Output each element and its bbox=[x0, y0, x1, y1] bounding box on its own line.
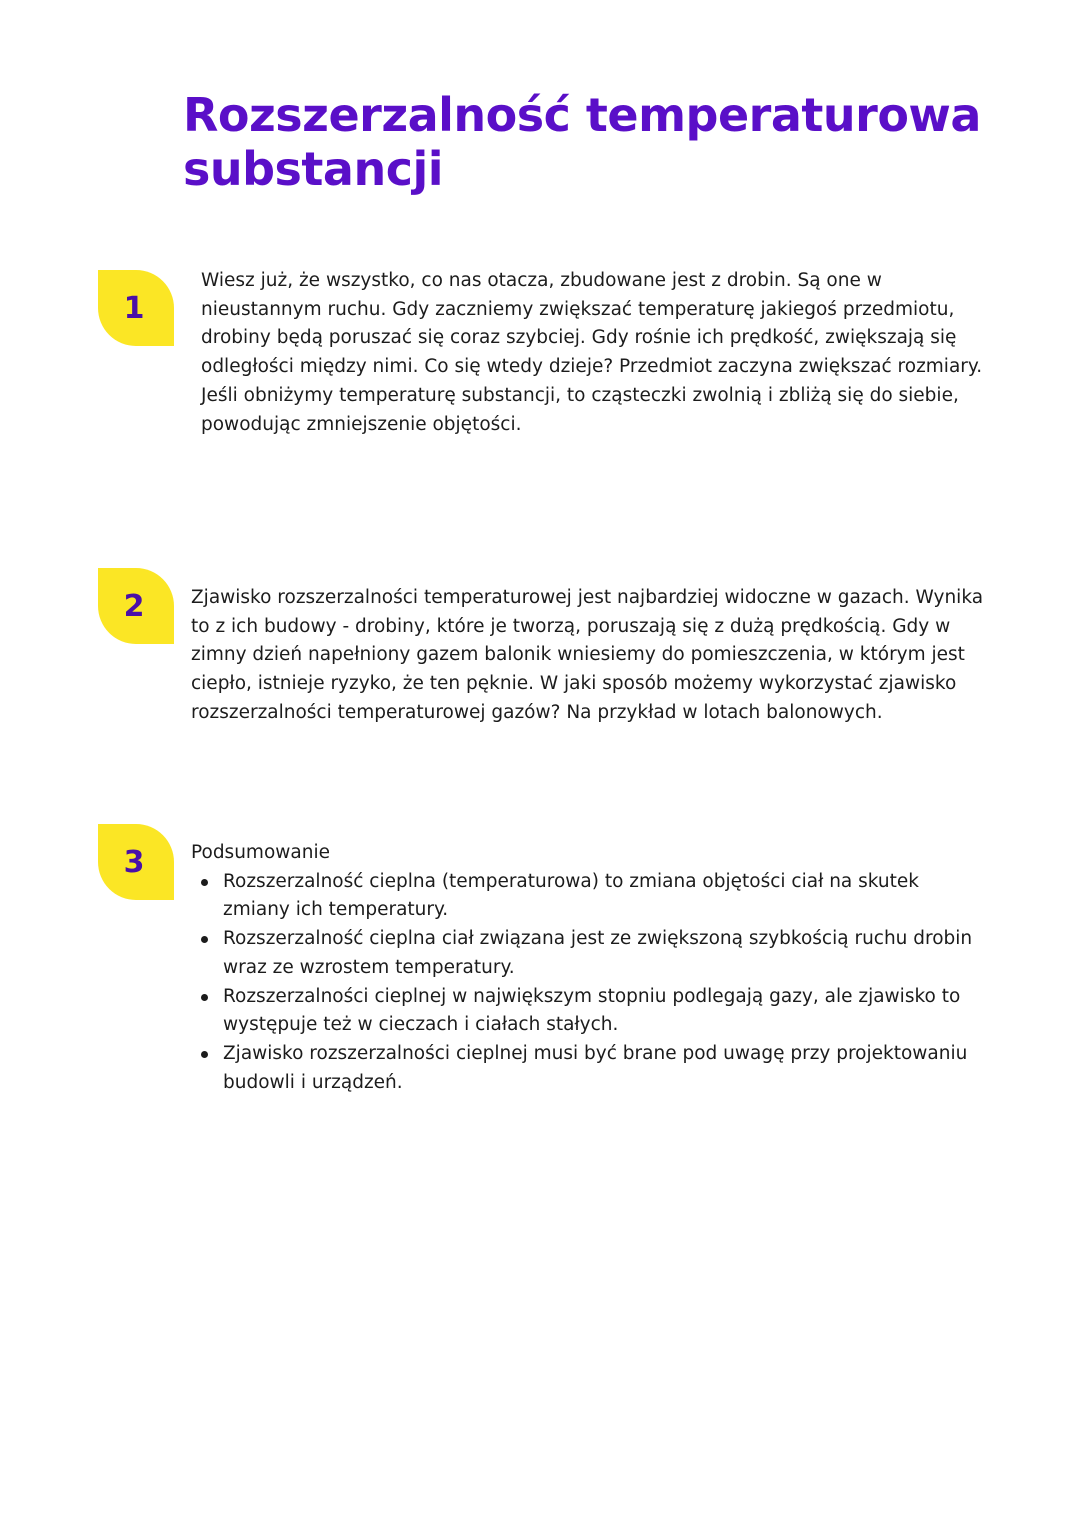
list-item: Zjawisko rozszerzalności cieplnej musi być brane pod uwagę przy projektowaniu budowli i urządzeń. bbox=[191, 1040, 991, 1097]
summary-list bbox=[191, 868, 991, 1098]
list-item: Rozszerzalności cieplnej w największym stopniu podlegają gazy, ale zjawisko to występuje też w cieczach i ciałach stałych. bbox=[191, 983, 991, 1040]
section-1-text: Wiesz już, że wszystko, co nas otacza, zbudowane jest z drobin. Są one w nieustannym ruchu. Gdy zaczniemy zwiększać temperaturę jakiegoś przedmiotu, drobiny będą poruszać się coraz szybciej. Gdy rośnie ich prędkość, zwiększają się odległości między nimi. Co się wtedy dzieje? Przedmiot zaczyna zwiększać rozmiary. Jeśli obniżymy temperaturę substancji, to cząsteczki zwolnią i zbliżą się do siebie, powodując zmniejszenie objętości. bbox=[201, 270, 983, 435]
section-number: 1 bbox=[123, 290, 145, 326]
section-number: 2 bbox=[123, 588, 145, 624]
list-item: Rozszerzalność cieplna ciał związana jest ze zwiększoną szybkością ruchu drobin wraz ze wzrostem temperatury. bbox=[191, 925, 991, 982]
section-number: 3 bbox=[123, 844, 145, 880]
summary-section bbox=[191, 839, 991, 1097]
section-number-badge bbox=[98, 270, 174, 346]
summary-heading: Podsumowanie bbox=[191, 842, 330, 863]
list-item: Rozszerzalność cieplna (temperaturowa) to zmiana objętości ciał na skutek zmiany ich temperatury. bbox=[191, 868, 991, 925]
section-number-badge bbox=[98, 568, 174, 644]
page-title: Rozszerzalność temperaturowa substancji bbox=[183, 88, 981, 196]
section-number-badge bbox=[98, 824, 174, 900]
section-2-text: Zjawisko rozszerzalności temperaturowej jest najbardziej widoczne w gazach. Wynika to z ich budowy - drobiny, które je tworzą, poruszają się z dużą prędkością. Gdy w zimny dzień napełniony gazem balonik wniesiemy do pomieszczenia, w którym jest ciepło, istnieje ryzyko, że ten pęknie. W jaki sposób możemy wykorzystać zjawisko rozszerzalności temperaturowej gazów? Na przykład w lotach balonowych. bbox=[191, 587, 984, 723]
